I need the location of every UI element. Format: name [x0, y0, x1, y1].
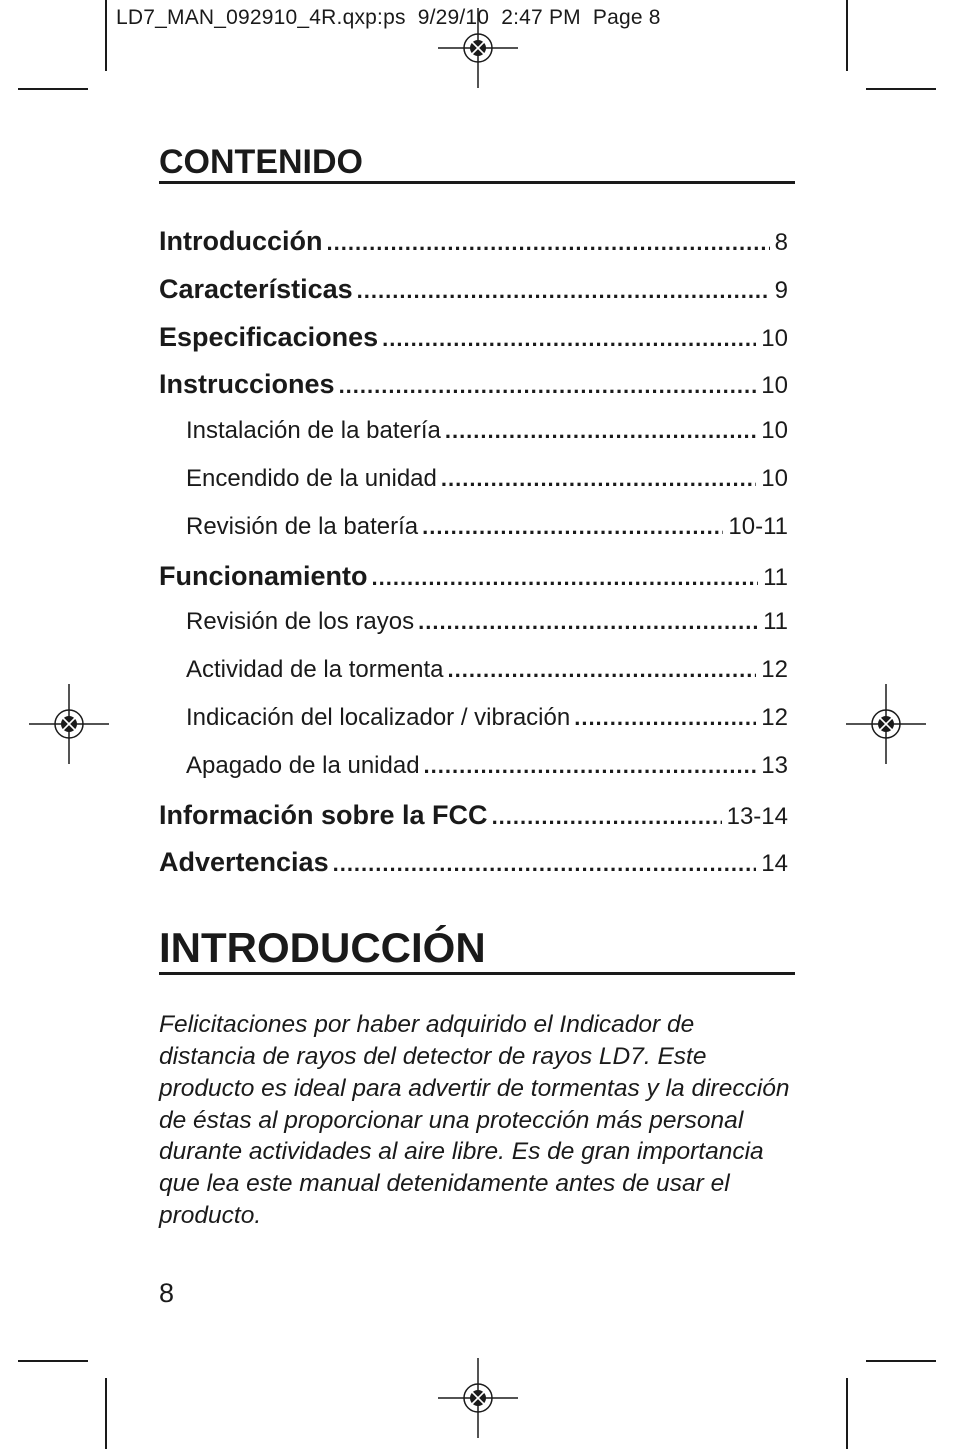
toc-entry-page: 12 — [761, 703, 788, 731]
crop-mark — [866, 88, 936, 90]
crop-mark — [18, 88, 88, 90]
toc-entry[interactable] — [159, 322, 788, 370]
toc-entry[interactable] — [159, 800, 788, 848]
toc-entry[interactable] — [159, 656, 788, 704]
toc-entry-label: Especificaciones — [159, 321, 379, 352]
toc-entry[interactable] — [159, 465, 788, 513]
toc-entry-page: 12 — [761, 656, 788, 684]
introduction-title: INTRODUCCIÓN — [159, 924, 486, 972]
toc-dot-leader — [422, 514, 723, 540]
registration-mark-icon — [436, 1356, 520, 1440]
introduction-body: Felicitaciones por haber adquirido el Indicador de distancia de rayos del detector de rayos LD7. Este producto es ideal para advertir de tormentas y la dirección de éstas al proporcionar una protección más personal durante actividades al aire libre. Es de gran importancia que lea este manual detenidamente antes de usar el producto. — [159, 1011, 790, 1229]
toc-entry-page: 10 — [761, 464, 788, 492]
toc-entry[interactable] — [159, 274, 788, 322]
toc-entry[interactable] — [159, 561, 788, 609]
toc-entry-page: 14 — [761, 850, 788, 878]
crop-mark — [846, 0, 848, 71]
toc-dot-leader — [447, 657, 756, 683]
toc-entry-label: Introducción — [159, 226, 323, 256]
toc-dot-leader — [339, 373, 757, 399]
toc-entry-page: 8 — [774, 229, 788, 256]
crop-mark — [105, 1378, 107, 1449]
toc-dot-leader — [445, 418, 756, 444]
toc-entry-page: 10-11 — [728, 512, 788, 540]
crop-mark — [18, 1360, 88, 1362]
toc-entry-label: Instrucciones — [159, 369, 335, 400]
toc-entry[interactable] — [159, 369, 788, 417]
toc-entry-label: Apagado de la unidad — [186, 751, 420, 779]
toc-entry-label: Indicación del localizador / vibración — [186, 703, 571, 731]
toc-dot-leader — [372, 565, 759, 591]
toc-entry-page: 10 — [761, 417, 788, 445]
toc-dot-leader — [357, 278, 770, 304]
toc-dot-leader — [574, 705, 756, 731]
table-of-contents — [159, 226, 788, 895]
registration-mark-icon — [436, 6, 520, 90]
crop-mark — [105, 0, 107, 71]
toc-entry[interactable] — [159, 417, 788, 465]
toc-entry-label: Instalación de la batería — [186, 417, 441, 445]
toc-entry-label: Encendido de la unidad — [186, 464, 437, 492]
toc-dot-leader — [382, 326, 756, 352]
toc-entry-page: 13-14 — [726, 802, 788, 830]
crop-mark — [866, 1360, 936, 1362]
toc-entry-page: 9 — [774, 276, 788, 304]
toc-dot-leader — [327, 230, 770, 256]
toc-entry-page: 10 — [761, 324, 788, 352]
toc-entry[interactable] — [159, 513, 788, 561]
contents-title: CONTENIDO — [159, 143, 363, 181]
page-number: 8 — [159, 1278, 175, 1308]
toc-entry-label: Actividad de la tormenta — [186, 656, 444, 684]
toc-entry-page: 13 — [761, 751, 788, 779]
toc-entry-label: Advertencias — [159, 847, 329, 878]
toc-entry-label: Información sobre la FCC — [159, 799, 488, 830]
toc-dot-leader — [333, 851, 757, 877]
toc-entry-label: Revisión de los rayos — [186, 608, 415, 636]
toc-entry-page: 11 — [763, 608, 788, 636]
toc-dot-leader — [492, 804, 722, 830]
toc-entry[interactable] — [159, 752, 788, 800]
toc-dot-leader — [441, 466, 756, 492]
toc-entry[interactable] — [159, 608, 788, 656]
page-content — [159, 140, 795, 1232]
toc-entry-page: 10 — [761, 372, 788, 400]
toc-entry[interactable] — [159, 704, 788, 752]
toc-entry-label: Características — [159, 273, 353, 304]
toc-entry-label: Revisión de la batería — [186, 512, 419, 540]
crop-mark — [846, 1378, 848, 1449]
toc-entry[interactable] — [159, 226, 788, 274]
toc-entry-label: Funcionamiento — [159, 560, 368, 591]
print-slug: LD7_MAN_092910_4R.qxp:ps 9/29/10 2:47 PM Page 8 — [116, 6, 661, 29]
toc-entry-page: 11 — [763, 563, 788, 591]
registration-mark-icon — [844, 682, 928, 766]
toc-dot-leader — [418, 609, 758, 635]
toc-entry[interactable] — [159, 847, 788, 895]
toc-dot-leader — [424, 753, 757, 779]
registration-mark-icon — [27, 682, 111, 766]
